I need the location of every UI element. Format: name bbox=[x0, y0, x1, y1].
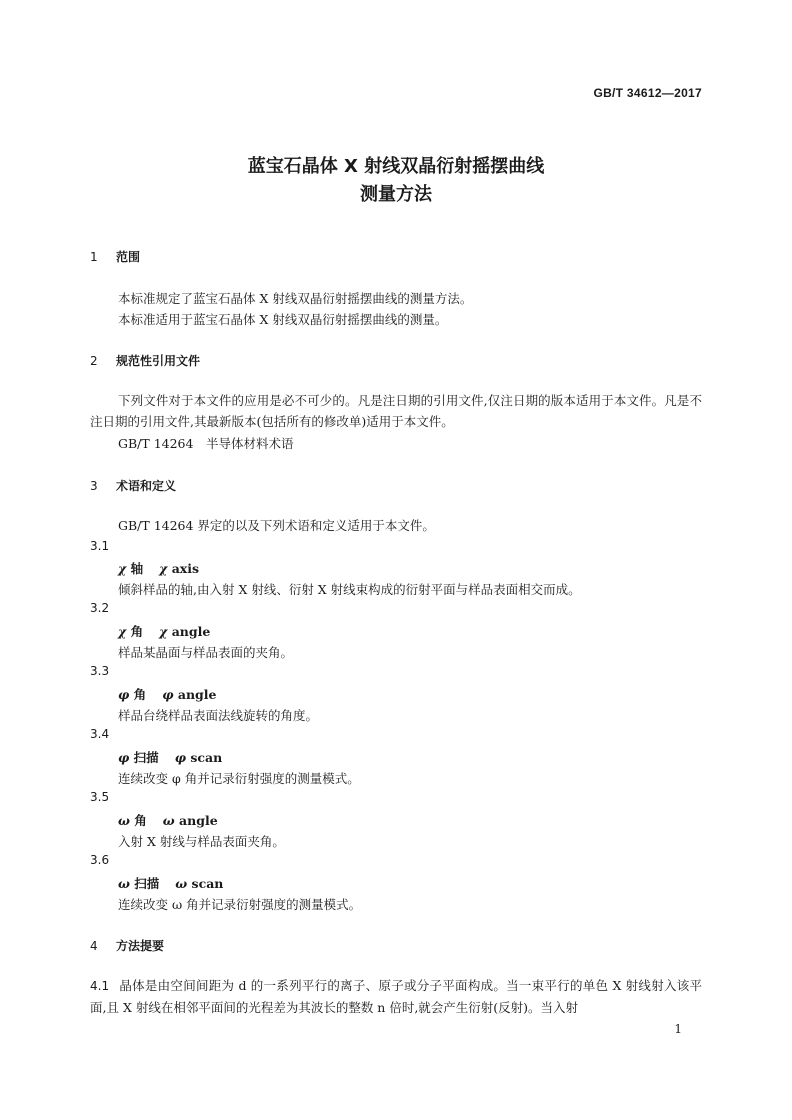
section-number: 3 bbox=[90, 479, 98, 493]
page-number: 1 bbox=[674, 1022, 682, 1036]
clause-number: 3.3 bbox=[90, 664, 110, 678]
clause-number: 4.1 bbox=[90, 979, 110, 993]
standard-number: GB/T 34612—2017 bbox=[593, 86, 702, 100]
terms-intro: GB/T 14264 界定的以及下列术语和定义适用于本文件。 bbox=[118, 518, 435, 533]
section-number: 1 bbox=[90, 250, 98, 264]
clause-number: 3.4 bbox=[90, 727, 110, 741]
term-entry: ω 扫描 ω scan bbox=[118, 876, 224, 891]
section-3-heading bbox=[90, 477, 176, 494]
clause-number: 3.1 bbox=[90, 539, 110, 553]
term-definition: 倾斜样品的轴,由入射 X 射线、衍射 X 射线束构成的衍射平面与样品表面相交而成。 bbox=[118, 582, 581, 597]
section-title: 术语和定义 bbox=[116, 479, 177, 493]
term-entry: ω 角 ω angle bbox=[118, 813, 218, 828]
scope-line-2: 本标准适用于蓝宝石晶体 X 射线双晶衍射摇摆曲线的测量。 bbox=[118, 312, 448, 327]
clause-number: 3.6 bbox=[90, 853, 110, 867]
term-entry: φ 角 φ angle bbox=[118, 687, 217, 702]
scope-line-1: 本标准规定了蓝宝石晶体 X 射线双晶衍射摇摆曲线的测量方法。 bbox=[118, 291, 473, 306]
term-definition: 样品某晶面与样品表面的夹角。 bbox=[118, 645, 294, 660]
term-entry: χ 角 χ angle bbox=[118, 624, 211, 639]
section-2-heading bbox=[90, 352, 200, 369]
clause-number: 3.2 bbox=[90, 601, 110, 615]
clause-number: 3.5 bbox=[90, 790, 110, 804]
term-entry: χ 轴 χ axis bbox=[118, 561, 200, 576]
section-1-heading bbox=[90, 248, 140, 265]
section-title: 方法提要 bbox=[116, 939, 165, 953]
section-number: 4 bbox=[90, 939, 98, 953]
section-4-heading bbox=[90, 937, 164, 954]
document-title-line1: 蓝宝石晶体 X 射线双晶衍射摇摆曲线 bbox=[247, 156, 545, 177]
section-title: 规范性引用文件 bbox=[116, 354, 201, 368]
document-title-line2: 测量方法 bbox=[360, 184, 432, 205]
term-entry: φ 扫描 φ scan bbox=[118, 750, 223, 765]
term-definition: 连续改变 φ 角并记录衍射强度的测量模式。 bbox=[118, 771, 360, 786]
section-title: 范围 bbox=[116, 250, 141, 264]
term-definition: 连续改变 ω 角并记录衍射强度的测量模式。 bbox=[118, 897, 362, 912]
clause-4-1-paragraph bbox=[90, 975, 702, 1018]
term-definition: 样品台绕样品表面法线旋转的角度。 bbox=[118, 708, 319, 723]
normative-reference-item: GB/T 14264 半导体材料术语 bbox=[118, 436, 294, 451]
section-number: 2 bbox=[90, 354, 98, 368]
normative-references-paragraph: 下列文件对于本文件的应用是必不可少的。凡是注日期的引用文件,仅注日期的版本适用于本文件。凡是不注日期的引用文件,其最新版本(包括所有的修改单)适用于本文件。 bbox=[90, 393, 702, 429]
clause-4-1-text: 晶体是由空间间距为 d 的一系列平行的离子、原子或分子平面构成。当一束平行的单色 X 射线射入该平面,且 X 射线在相邻平面间的光程差为其波长的整数 n 倍时,就会产生衍射(反射)。当入射 bbox=[90, 978, 702, 1015]
term-definition: 入射 X 射线与样品表面夹角。 bbox=[118, 834, 285, 849]
